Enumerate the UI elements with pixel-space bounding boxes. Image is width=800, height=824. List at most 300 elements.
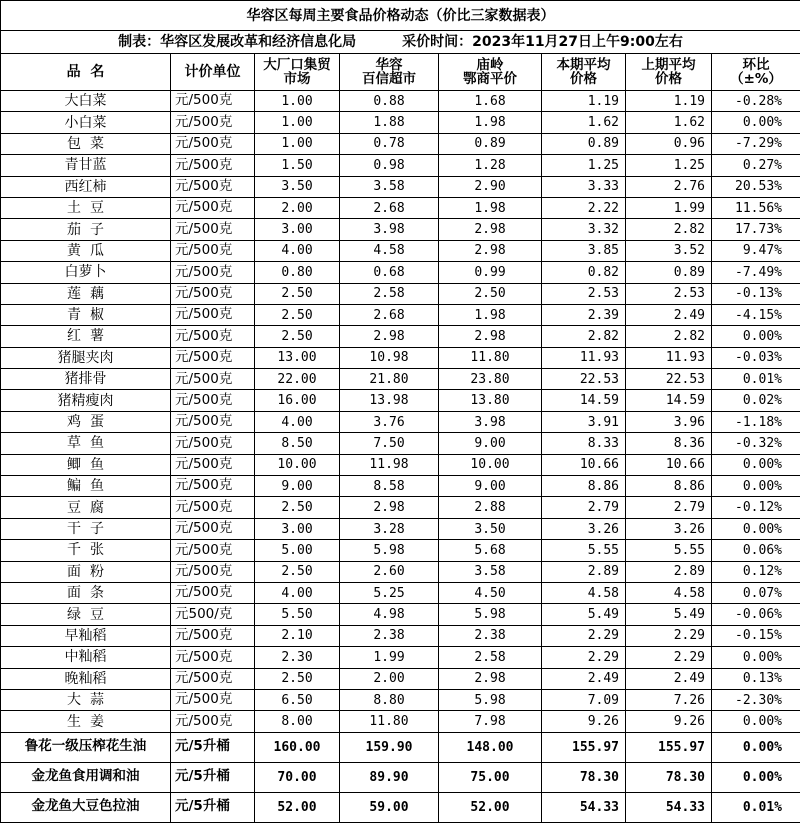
header-row [1, 54, 800, 91]
current-avg-cell: 3.91 [542, 411, 626, 432]
unit-cell: 元/500克 [171, 454, 255, 475]
market-1-price-cell: 2.50 [255, 561, 340, 582]
market-3-price-cell: 52.00 [439, 792, 542, 822]
previous-avg-cell: 2.53 [626, 283, 712, 304]
table-row [1, 262, 800, 283]
unit-cell: 元/500克 [171, 433, 255, 454]
item-name-cell: 黄 瓜 [1, 240, 171, 261]
table-row [1, 133, 800, 154]
unit-cell: 元/500克 [171, 647, 255, 668]
item-name-cell: 大白菜 [1, 91, 171, 112]
table-row [1, 326, 800, 347]
table-row [1, 283, 800, 304]
table-row [1, 390, 800, 411]
change-cell: -0.28% [712, 91, 800, 112]
table-row [1, 561, 800, 582]
current-avg-cell: 5.55 [542, 540, 626, 561]
item-name-cell: 鲁花一级压榨花生油 [1, 732, 171, 762]
unit-cell: 元/500克 [171, 112, 255, 133]
current-avg-cell: 1.25 [542, 155, 626, 176]
market-1-price-cell: 4.00 [255, 240, 340, 261]
market-3-price-cell: 0.89 [439, 133, 542, 154]
market-1-price-cell: 3.50 [255, 176, 340, 197]
previous-avg-cell: 1.99 [626, 197, 712, 218]
table-row [1, 762, 800, 792]
previous-avg-cell: 2.82 [626, 326, 712, 347]
current-avg-cell: 3.32 [542, 219, 626, 240]
change-cell: -7.49% [712, 262, 800, 283]
previous-avg-cell: 10.66 [626, 454, 712, 475]
market-2-price-cell: 2.68 [340, 304, 439, 325]
market-3-price-cell: 3.98 [439, 411, 542, 432]
item-name-cell: 红 薯 [1, 326, 171, 347]
change-cell: 0.27% [712, 155, 800, 176]
previous-avg-cell: 155.97 [626, 732, 712, 762]
market-2-price-cell: 2.00 [340, 668, 439, 689]
market-2-price-cell: 13.98 [340, 390, 439, 411]
market-3-price-cell: 13.80 [439, 390, 542, 411]
current-avg-cell: 2.29 [542, 647, 626, 668]
market-2-price-cell: 11.80 [340, 711, 439, 732]
previous-avg-cell: 54.33 [626, 792, 712, 822]
item-name-cell: 白萝卜 [1, 262, 171, 283]
unit-cell: 元/500克 [171, 176, 255, 197]
change-cell: 0.13% [712, 668, 800, 689]
table-row [1, 112, 800, 133]
change-cell: 0.00% [712, 454, 800, 475]
current-avg-cell: 10.66 [542, 454, 626, 475]
meta-row [1, 31, 800, 54]
item-name-cell: 干 子 [1, 518, 171, 539]
table-row [1, 411, 800, 432]
current-avg-cell: 3.26 [542, 518, 626, 539]
change-cell: 11.56% [712, 197, 800, 218]
item-name-cell: 土 豆 [1, 197, 171, 218]
table-row [1, 792, 800, 822]
market-3-price-cell: 3.50 [439, 518, 542, 539]
market-2-price-cell: 8.58 [340, 476, 439, 497]
current-avg-cell: 155.97 [542, 732, 626, 762]
market-3-price-cell: 2.88 [439, 497, 542, 518]
item-name-cell: 豆 腐 [1, 497, 171, 518]
previous-avg-cell: 8.36 [626, 433, 712, 454]
unit-cell: 元500/克 [171, 604, 255, 625]
table-row [1, 625, 800, 646]
item-name-cell: 包 菜 [1, 133, 171, 154]
unit-cell: 元/500克 [171, 262, 255, 283]
table-row [1, 518, 800, 539]
change-cell: -0.06% [712, 604, 800, 625]
change-cell: 0.01% [712, 792, 800, 822]
market-1-price-cell: 2.50 [255, 668, 340, 689]
header-current-avg-line2: 价格 [570, 71, 597, 87]
unit-cell: 元/500克 [171, 625, 255, 646]
table-row [1, 347, 800, 368]
current-avg-cell: 3.33 [542, 176, 626, 197]
maker-label: 制表：华容区发展改革和经济信息化局 [118, 34, 357, 50]
market-2-price-cell: 89.90 [340, 762, 439, 792]
header-previous-avg [626, 54, 712, 91]
market-3-price-cell: 4.50 [439, 582, 542, 603]
current-avg-cell: 2.22 [542, 197, 626, 218]
item-name-cell: 金龙鱼大豆色拉油 [1, 792, 171, 822]
item-name-cell: 绿 豆 [1, 604, 171, 625]
current-avg-cell: 1.19 [542, 91, 626, 112]
current-avg-cell: 7.09 [542, 689, 626, 710]
market-1-price-cell: 9.00 [255, 476, 340, 497]
item-name-cell: 早籼稻 [1, 625, 171, 646]
table-row [1, 155, 800, 176]
unit-cell: 元/500克 [171, 411, 255, 432]
table-row [1, 240, 800, 261]
market-1-price-cell: 13.00 [255, 347, 340, 368]
market-1-price-cell: 2.30 [255, 647, 340, 668]
previous-avg-cell: 78.30 [626, 762, 712, 792]
previous-avg-cell: 1.62 [626, 112, 712, 133]
previous-avg-cell: 2.82 [626, 219, 712, 240]
market-3-price-cell: 5.98 [439, 604, 542, 625]
item-name-cell: 西红柿 [1, 176, 171, 197]
table-row [1, 433, 800, 454]
market-2-price-cell: 3.76 [340, 411, 439, 432]
market-1-price-cell: 8.50 [255, 433, 340, 454]
header-change-line2: （±%） [730, 71, 782, 87]
market-2-price-cell: 4.58 [340, 240, 439, 261]
table-row [1, 369, 800, 390]
previous-avg-cell: 8.86 [626, 476, 712, 497]
current-avg-cell: 22.53 [542, 369, 626, 390]
market-3-price-cell: 75.00 [439, 762, 542, 792]
current-avg-cell: 0.82 [542, 262, 626, 283]
item-name-cell: 大 蒜 [1, 689, 171, 710]
change-cell: 0.06% [712, 540, 800, 561]
market-2-price-cell: 10.98 [340, 347, 439, 368]
previous-avg-cell: 2.49 [626, 304, 712, 325]
item-name-cell: 莲 藕 [1, 283, 171, 304]
table-row [1, 668, 800, 689]
meta-cell [1, 31, 800, 54]
previous-avg-cell: 2.29 [626, 647, 712, 668]
change-cell: 9.47% [712, 240, 800, 261]
market-2-price-cell: 159.90 [340, 732, 439, 762]
change-cell: 0.00% [712, 732, 800, 762]
market-1-price-cell: 70.00 [255, 762, 340, 792]
current-avg-cell: 3.85 [542, 240, 626, 261]
header-change-line1: 环比 [742, 57, 770, 73]
market-3-price-cell: 5.68 [439, 540, 542, 561]
market-2-price-cell: 11.98 [340, 454, 439, 475]
current-avg-cell: 2.53 [542, 283, 626, 304]
change-cell: -0.03% [712, 347, 800, 368]
market-3-price-cell: 3.58 [439, 561, 542, 582]
table-row [1, 497, 800, 518]
market-2-price-cell: 0.78 [340, 133, 439, 154]
market-3-price-cell: 7.98 [439, 711, 542, 732]
market-3-price-cell: 2.58 [439, 647, 542, 668]
market-2-price-cell: 3.98 [340, 219, 439, 240]
change-cell: -2.30% [712, 689, 800, 710]
market-1-price-cell: 6.50 [255, 689, 340, 710]
item-name-cell: 千 张 [1, 540, 171, 561]
item-name-cell: 青甘蓝 [1, 155, 171, 176]
table-row [1, 732, 800, 762]
market-2-price-cell: 2.98 [340, 326, 439, 347]
unit-cell: 元/500克 [171, 304, 255, 325]
change-cell: 20.53% [712, 176, 800, 197]
current-avg-cell: 4.58 [542, 582, 626, 603]
market-3-price-cell: 2.98 [439, 240, 542, 261]
market-3-price-cell: 2.90 [439, 176, 542, 197]
header-market-2 [340, 54, 439, 91]
change-cell: 0.00% [712, 711, 800, 732]
change-cell: 0.00% [712, 647, 800, 668]
item-name-cell: 中籼稻 [1, 647, 171, 668]
header-current-avg [542, 54, 626, 91]
item-name-cell: 小白菜 [1, 112, 171, 133]
unit-cell: 元/500克 [171, 369, 255, 390]
market-1-price-cell: 1.00 [255, 133, 340, 154]
market-3-price-cell: 148.00 [439, 732, 542, 762]
market-2-price-cell: 2.60 [340, 561, 439, 582]
change-cell: -1.18% [712, 411, 800, 432]
table-row [1, 219, 800, 240]
current-avg-cell: 2.49 [542, 668, 626, 689]
market-2-price-cell: 2.68 [340, 197, 439, 218]
table-row [1, 689, 800, 710]
previous-avg-cell: 5.55 [626, 540, 712, 561]
header-unit: 计价单位 [171, 54, 255, 91]
current-avg-cell: 9.26 [542, 711, 626, 732]
table-row [1, 647, 800, 668]
unit-cell: 元/500克 [171, 582, 255, 603]
market-3-price-cell: 9.00 [439, 476, 542, 497]
table-row [1, 454, 800, 475]
table-row [1, 176, 800, 197]
unit-cell: 元/5升桶 [171, 792, 255, 822]
page-title: 华容区每周主要食品价格动态（价比三家数据表） [1, 1, 800, 31]
header-market-2-line1: 华容 [375, 57, 403, 73]
market-3-price-cell: 1.28 [439, 155, 542, 176]
unit-cell: 元/5升桶 [171, 762, 255, 792]
item-name-cell: 猪精瘦肉 [1, 390, 171, 411]
previous-avg-cell: 11.93 [626, 347, 712, 368]
market-1-price-cell: 4.00 [255, 582, 340, 603]
market-3-price-cell: 5.98 [439, 689, 542, 710]
unit-cell: 元/500克 [171, 326, 255, 347]
change-cell: -7.29% [712, 133, 800, 154]
previous-avg-cell: 3.26 [626, 518, 712, 539]
market-3-price-cell: 1.68 [439, 91, 542, 112]
unit-cell: 元/500克 [171, 561, 255, 582]
market-3-price-cell: 2.38 [439, 625, 542, 646]
market-2-price-cell: 59.00 [340, 792, 439, 822]
previous-avg-cell: 2.89 [626, 561, 712, 582]
table-row [1, 540, 800, 561]
header-change [712, 54, 800, 91]
market-2-price-cell: 0.88 [340, 91, 439, 112]
market-3-price-cell: 1.98 [439, 197, 542, 218]
market-2-price-cell: 2.38 [340, 625, 439, 646]
unit-cell: 元/500克 [171, 197, 255, 218]
unit-cell: 元/500克 [171, 133, 255, 154]
market-3-price-cell: 1.98 [439, 112, 542, 133]
item-name-cell: 金龙鱼食用调和油 [1, 762, 171, 792]
market-3-price-cell: 9.00 [439, 433, 542, 454]
item-name-cell: 面 条 [1, 582, 171, 603]
item-name-cell: 生 姜 [1, 711, 171, 732]
current-avg-cell: 1.62 [542, 112, 626, 133]
previous-avg-cell: 14.59 [626, 390, 712, 411]
market-3-price-cell: 10.00 [439, 454, 542, 475]
unit-cell: 元/5升桶 [171, 732, 255, 762]
item-name-cell: 鳊 鱼 [1, 476, 171, 497]
unit-cell: 元/500克 [171, 711, 255, 732]
market-1-price-cell: 160.00 [255, 732, 340, 762]
current-avg-cell: 2.39 [542, 304, 626, 325]
market-2-price-cell: 3.28 [340, 518, 439, 539]
market-2-price-cell: 4.98 [340, 604, 439, 625]
change-cell: -0.13% [712, 283, 800, 304]
unit-cell: 元/500克 [171, 155, 255, 176]
item-name-cell: 晚籼稻 [1, 668, 171, 689]
market-1-price-cell: 1.00 [255, 91, 340, 112]
header-current-avg-line1: 本期平均 [556, 57, 611, 73]
header-market-3 [439, 54, 542, 91]
market-2-price-cell: 0.98 [340, 155, 439, 176]
previous-avg-cell: 2.29 [626, 625, 712, 646]
market-3-price-cell: 2.98 [439, 326, 542, 347]
table-row [1, 711, 800, 732]
change-cell: 0.01% [712, 369, 800, 390]
change-cell: 0.07% [712, 582, 800, 603]
previous-avg-cell: 2.49 [626, 668, 712, 689]
change-cell: -0.12% [712, 497, 800, 518]
previous-avg-cell: 0.96 [626, 133, 712, 154]
header-name: 品 名 [1, 54, 171, 91]
header-previous-avg-line1: 上期平均 [641, 57, 696, 73]
item-name-cell: 青 椒 [1, 304, 171, 325]
change-cell: 0.00% [712, 326, 800, 347]
previous-avg-cell: 2.79 [626, 497, 712, 518]
item-name-cell: 草 鱼 [1, 433, 171, 454]
table-row [1, 604, 800, 625]
market-1-price-cell: 8.00 [255, 711, 340, 732]
header-market-1-line2: 市场 [283, 71, 311, 87]
market-2-price-cell: 21.80 [340, 369, 439, 390]
current-avg-cell: 11.93 [542, 347, 626, 368]
market-2-price-cell: 0.68 [340, 262, 439, 283]
table-row [1, 91, 800, 112]
current-avg-cell: 8.86 [542, 476, 626, 497]
header-market-3-line2: 鄂商平价 [463, 71, 517, 87]
previous-avg-cell: 5.49 [626, 604, 712, 625]
change-cell: 0.02% [712, 390, 800, 411]
change-cell: 0.00% [712, 518, 800, 539]
market-2-price-cell: 1.88 [340, 112, 439, 133]
header-market-1-line1: 大厂口集贸 [263, 57, 331, 73]
time-label: 采价时间：2023年11月27日上午9:00左右 [402, 34, 683, 50]
market-1-price-cell: 1.50 [255, 155, 340, 176]
change-cell: 0.00% [712, 762, 800, 792]
market-1-price-cell: 0.80 [255, 262, 340, 283]
unit-cell: 元/500克 [171, 540, 255, 561]
market-1-price-cell: 52.00 [255, 792, 340, 822]
item-name-cell: 猪腿夹肉 [1, 347, 171, 368]
market-3-price-cell: 2.50 [439, 283, 542, 304]
market-2-price-cell: 5.98 [340, 540, 439, 561]
item-name-cell: 鲫 鱼 [1, 454, 171, 475]
item-name-cell: 茄 子 [1, 219, 171, 240]
current-avg-cell: 2.29 [542, 625, 626, 646]
unit-cell: 元/500克 [171, 689, 255, 710]
change-cell: 0.00% [712, 112, 800, 133]
unit-cell: 元/500克 [171, 390, 255, 411]
market-1-price-cell: 2.00 [255, 197, 340, 218]
market-2-price-cell: 1.99 [340, 647, 439, 668]
unit-cell: 元/500克 [171, 219, 255, 240]
market-1-price-cell: 1.00 [255, 112, 340, 133]
previous-avg-cell: 4.58 [626, 582, 712, 603]
unit-cell: 元/500克 [171, 91, 255, 112]
unit-cell: 元/500克 [171, 283, 255, 304]
current-avg-cell: 0.89 [542, 133, 626, 154]
previous-avg-cell: 7.26 [626, 689, 712, 710]
previous-avg-cell: 9.26 [626, 711, 712, 732]
change-cell: -4.15% [712, 304, 800, 325]
table-row [1, 582, 800, 603]
market-2-price-cell: 2.98 [340, 497, 439, 518]
market-1-price-cell: 3.00 [255, 518, 340, 539]
current-avg-cell: 2.82 [542, 326, 626, 347]
header-previous-avg-line2: 价格 [655, 71, 682, 87]
market-3-price-cell: 2.98 [439, 668, 542, 689]
previous-avg-cell: 0.89 [626, 262, 712, 283]
header-market-3-line1: 庙岭 [476, 57, 504, 73]
previous-avg-cell: 1.25 [626, 155, 712, 176]
market-1-price-cell: 2.50 [255, 283, 340, 304]
market-1-price-cell: 2.50 [255, 326, 340, 347]
market-3-price-cell: 11.80 [439, 347, 542, 368]
market-3-price-cell: 0.99 [439, 262, 542, 283]
current-avg-cell: 54.33 [542, 792, 626, 822]
change-cell: -0.32% [712, 433, 800, 454]
unit-cell: 元/500克 [171, 668, 255, 689]
market-3-price-cell: 2.98 [439, 219, 542, 240]
table-row [1, 197, 800, 218]
market-1-price-cell: 22.00 [255, 369, 340, 390]
previous-avg-cell: 3.52 [626, 240, 712, 261]
unit-cell: 元/500克 [171, 476, 255, 497]
current-avg-cell: 78.30 [542, 762, 626, 792]
header-market-2-line2: 百信超市 [362, 71, 416, 87]
market-1-price-cell: 10.00 [255, 454, 340, 475]
market-1-price-cell: 2.10 [255, 625, 340, 646]
table-row [1, 304, 800, 325]
current-avg-cell: 2.89 [542, 561, 626, 582]
unit-cell: 元/500克 [171, 240, 255, 261]
market-1-price-cell: 2.50 [255, 304, 340, 325]
market-1-price-cell: 4.00 [255, 411, 340, 432]
market-2-price-cell: 5.25 [340, 582, 439, 603]
market-2-price-cell: 2.58 [340, 283, 439, 304]
current-avg-cell: 14.59 [542, 390, 626, 411]
item-name-cell: 猪排骨 [1, 369, 171, 390]
header-market-1 [255, 54, 340, 91]
market-2-price-cell: 3.58 [340, 176, 439, 197]
item-name-cell: 鸡 蛋 [1, 411, 171, 432]
market-1-price-cell: 16.00 [255, 390, 340, 411]
table-row [1, 476, 800, 497]
